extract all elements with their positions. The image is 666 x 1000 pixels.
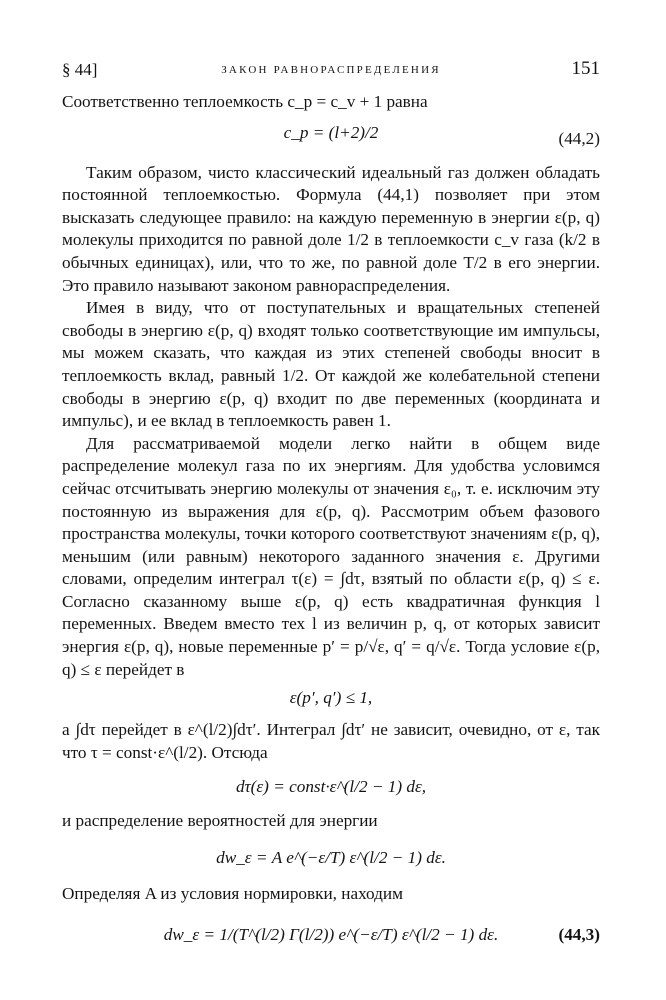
paragraph-3: Имея в виду, что от поступательных и вращательных степеней свободы в энергию ε(p, q) входят только соответствующие им импульсы, мы можем сказать, что каждая из этих степеней свободы вносит в теплоемкость вклад, равный 1/2. От каждой же колебательной степени свободы в энергию ε(p, q) входит по две переменных (координата и импульс), и ее вклад в теплоемкость равен 1. <box>62 298 600 431</box>
equation-dw <box>62 833 600 883</box>
equation-44-3-number: (44,3) <box>558 924 600 944</box>
page-body <box>62 91 600 966</box>
chapter-title: ЗАКОН РАВНОРАСПРЕДЕЛЕНИЯ <box>221 64 441 76</box>
equation-dw-formula: dw_ε = A e^(−ε/T) ε^(l/2 − 1) dε. <box>216 848 446 868</box>
equation-condition <box>62 681 600 719</box>
equation-44-2-number: (44,2) <box>558 128 600 148</box>
paragraph-6: и распределение вероятностей для энергии <box>62 811 378 831</box>
paragraph-5: a ∫dτ перейдет в ε^(l/2)∫dτ′. Интеграл ∫dτ′ не зависит, очевидно, от ε, так что τ = const·ε^(l/2). Отсюда <box>62 720 600 762</box>
paragraph-7: Определяя A из условия нормировки, находим <box>62 884 403 904</box>
equation-44-3-formula: dw_ε = 1/(T^(l/2) Γ(l/2)) e^(−ε/T) ε^(l/2 − 1) dε. <box>163 924 499 944</box>
section-ref: § 44] <box>62 60 98 79</box>
paragraph-4: Для рассматриваемой модели легко найти в общем виде распределение молекул газа по их энергиям. Для удобства условимся сейчас отсчитывать энергию молекулы от значения ε₀, т. е. исключим эту постоянную из выражения для ε(p, q). Рассмотрим объем фазового пространства молекулы, точки которого соответствуют значениям ε(p, q), меньшим (или равным) некоторого заданного значения ε. Другими словами, определим интеграл τ(ε) = ∫dτ, взятый по области ε(p, q) ≤ ε. Согласно сказанному выше ε(p, q) есть квадратичная функция l переменных. Введем вместо тех l из величин p, q, от которых зависит энергия ε(p, q), новые переменные p′ = p/√ε, q′ = q/√ε. Тогда условие ε(p, q) ≤ ε перейдет в <box>62 433 600 679</box>
equation-dtau-formula: dτ(ε) = const·ε^(l/2 − 1) dε, <box>235 777 427 797</box>
equation-44-2-formula: c_p = (l+2)/2 <box>283 122 379 142</box>
paragraph-2: Таким образом, чисто классический идеальный газ должен обладать постоянной теплоемкостью. Формула (44,1) позволяет при этом высказать следующее правило: на каждую переменную в энергии ε(p, q) молекулы приходится по равной доле 1/2 в теплоемкости c_v газа (k/2 в обычных единицах), или, что то же, по равной доле T/2 в его энергии. Это правило называют законом равнораспределения. <box>62 162 600 295</box>
equation-dtau <box>62 764 600 810</box>
running-header <box>62 58 600 82</box>
page-number: 151 <box>571 58 600 79</box>
paragraph-1: Соответственно теплоемкость c_p = c_v + 1 равна <box>62 92 428 111</box>
equation-44-2 <box>62 114 600 162</box>
equation-condition-formula: ε(p′, q′) ≤ 1, <box>289 688 373 708</box>
equation-44-3 <box>62 906 600 966</box>
